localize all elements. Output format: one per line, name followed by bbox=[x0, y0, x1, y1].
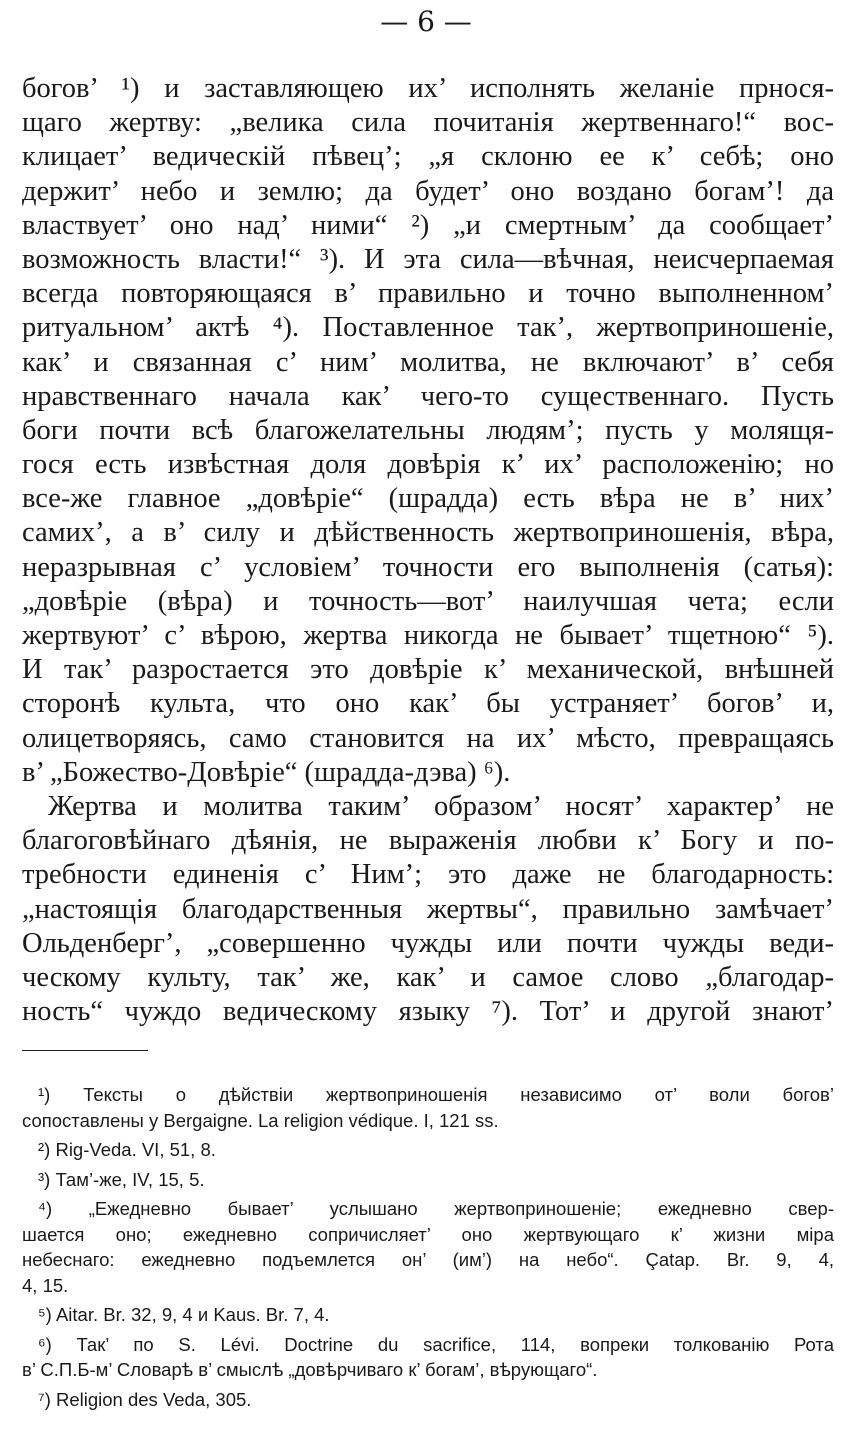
footnote-divider bbox=[22, 1050, 148, 1051]
page-number: — 6 — bbox=[380, 5, 472, 38]
footnote-line: небеснаго: ежедневно подъемлется он’ (им’) на небо“. Çatap. Br. 9, 4, bbox=[22, 1249, 834, 1270]
footnote-line: ⁴) „Ежедневно бывает’ услышано жертвоприношеніе; ежедневно свер- bbox=[38, 1198, 834, 1219]
text-line: в’ „Божество-Довѣріе“ (шрадда-дэва) ⁶). bbox=[22, 756, 511, 788]
footnote-line: ⁵) Aitar. Br. 32, 9, 4 и Kaus. Br. 7, 4. bbox=[38, 1304, 330, 1325]
text-line: всегда повторяющаяся в’ правильно и точно выполненном’ bbox=[22, 278, 834, 310]
text-line: сторонѣ культа, что оно как’ бы устраняет’ богов’ и, bbox=[22, 688, 834, 720]
text-line: неразрывная с’ условіем’ точности его выполненія (сатья): bbox=[22, 551, 834, 583]
text-line: „довѣріе (вѣра) и точность—вот’ наилучшая чета; если bbox=[22, 585, 834, 617]
footnotes bbox=[22, 1082, 834, 1416]
text-line: как’ и связанная с’ ним’ молитва, не включают’ в’ себя bbox=[22, 346, 834, 378]
footnote-line: ⁷) Religion des Veda, 305. bbox=[38, 1388, 252, 1410]
text-line: Ольденберг’, „совершенно чужды или почти чужды веди- bbox=[22, 927, 834, 959]
text-line: ность“ чуждо ведическому языку ⁷). Тот’ и другой знают’ bbox=[22, 996, 834, 1028]
text-line: И так’ разростается это довѣріе к’ механической, внѣшней bbox=[22, 654, 834, 686]
text-line: олицетворяясь, само становится на их’ мѣсто, превращаясь bbox=[22, 722, 834, 754]
footnote-1 bbox=[22, 1082, 834, 1133]
text-line: нравственнаго начала как’ чего-то существеннаго. Пусть bbox=[22, 380, 834, 412]
text-line: ритуальном’ актѣ ⁴). Поставленное так’, жертвоприношеніе, bbox=[22, 312, 834, 344]
text-line: требности единенія с’ Ним’; это даже не благодарность: bbox=[22, 859, 834, 891]
text-line: „настоящія благодарственныя жертвы“, правильно замѣчает’ bbox=[22, 893, 834, 925]
footnote-line: ³) Там’-же, IV, 15, 5. bbox=[38, 1168, 205, 1190]
main-text bbox=[22, 72, 834, 1029]
footnote-4 bbox=[22, 1196, 834, 1298]
footnote-2 bbox=[22, 1137, 834, 1163]
footnote-6 bbox=[22, 1332, 834, 1383]
text-line: жертвуют’ с’ вѣрою, жертва никогда не бывает’ тщетною“ ⁵). bbox=[22, 620, 834, 651]
text-line: все-же главное „довѣріе“ (шрадда) есть вѣра не в’ них’ bbox=[22, 483, 834, 515]
footnote-5 bbox=[22, 1302, 834, 1328]
text-line: богов’ ¹) и заставляющею их’ исполнять желаніе прнося- bbox=[22, 73, 834, 104]
text-line: боги почти всѣ благожелательны людям’; пусть у молящя- bbox=[22, 414, 834, 446]
text-line: щаго жертву: „велика сила почитанія жертвеннаго!“ вос- bbox=[22, 107, 834, 139]
footnote-line: сопоставлены у Bergaigne. La religion védique. I, 121 ss. bbox=[22, 1109, 499, 1131]
footnote-line: ⁶) Так’ по S. Lévi. Doctrine du sacrifice, 114, вопреки толкованію Рота bbox=[38, 1333, 834, 1355]
text-line: ческому культу, так’ же, как’ и самое слово „благодар- bbox=[22, 961, 834, 993]
text-line: держит’ небо и землю; да будет’ оно воздано богам’! да bbox=[22, 175, 834, 207]
footnote-line: шается оно; ежедневно сопричисляет’ оно жертвующаго к’ жизни міра bbox=[22, 1223, 834, 1245]
footnote-line: ²) Rig-Veda. VI, 51, 8. bbox=[38, 1139, 216, 1160]
text-line: возможность власти!“ ³). И эта сила—вѣчная, неисчерпаемая bbox=[22, 243, 834, 275]
text-line: благоговѣйнаго дѣянія, не выраженія любви к’ Богу и по- bbox=[22, 825, 834, 857]
footnote-line: в’ С.П.Б-м’ Словарѣ в’ смыслѣ „довѣрчиваго к’ богам’, вѣрующаго“. bbox=[22, 1359, 598, 1380]
text-line: властвует’ оно над’ ними“ ²) „и смертным’ да сообщает’ bbox=[22, 209, 834, 241]
text-line: Жертва и молитва таким’ образом’ носят’ характер’ не bbox=[48, 790, 834, 822]
footnote-line: ¹) Тексты о дѣйствіи жертвоприношенія независимо от’ воли богов’ bbox=[38, 1084, 834, 1105]
footnote-3 bbox=[22, 1167, 834, 1193]
text-line: гося есть извѣстная доля довѣрія к’ их’ расположенію; но bbox=[22, 449, 834, 481]
text-line: клицает’ ведическій пѣвец’; „я склоню ее к’ себѣ; оно bbox=[22, 141, 834, 173]
footnote-line: 4, 15. bbox=[22, 1274, 69, 1296]
text-line: самих’, а в’ силу и дѣйственность жертвоприношенія, вѣра, bbox=[22, 517, 834, 549]
footnote-7 bbox=[22, 1387, 834, 1413]
